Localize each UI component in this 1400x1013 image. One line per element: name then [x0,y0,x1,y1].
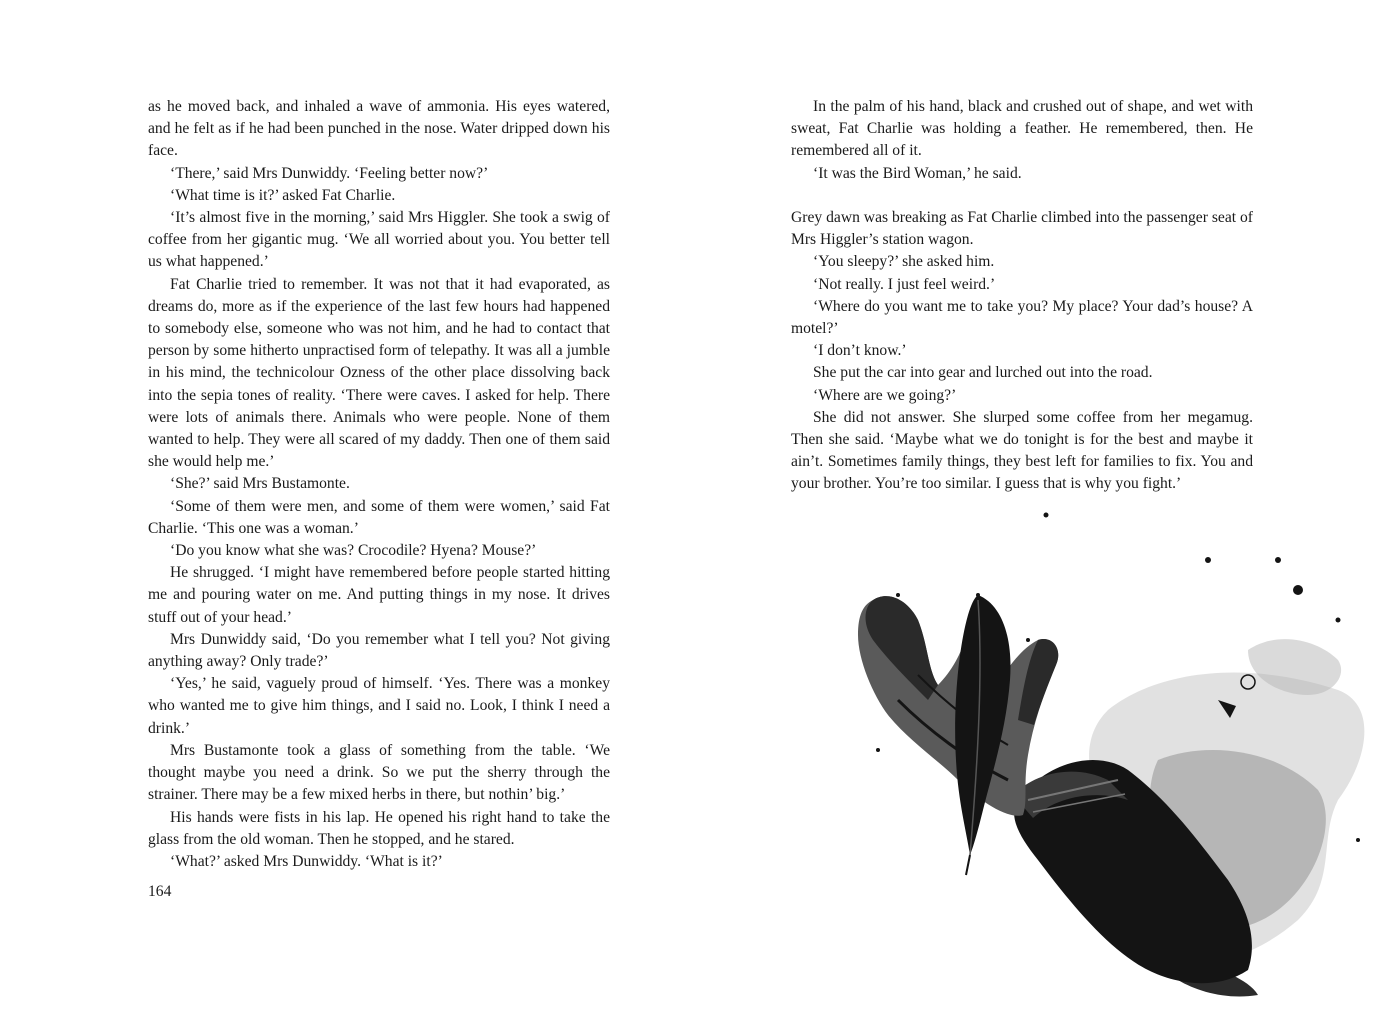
paragraph: ‘What time is it?’ asked Fat Charlie. [170,186,396,204]
page-number: 164 [148,883,172,900]
paragraph: ‘You sleepy?’ she asked him. [813,253,995,271]
scene-break [791,185,1253,207]
paragraph: ‘It’s almost five in the morning,’ said Mrs Higgler. She took a swig of coffee from her gigantic mug. ‘We all worried about you. You better tell us what happened.’ [148,209,610,271]
paragraph: ‘I don’t know.’ [813,342,907,360]
right-page [700,0,1400,1013]
paragraph: In the palm of his hand, black and crushed out of shape, and wet with sweat, Fat Charlie was holding a feather. He remembered, then. He remembered all of it. [791,98,1253,160]
left-page-text [148,96,610,873]
paragraph: ‘Where are we going?’ [813,386,957,404]
paragraph: His hands were fists in his lap. He opened his right hand to take the glass from the old woman. Then he stopped, and he stared. [148,808,610,848]
paragraph: She put the car into gear and lurched out into the road. [813,364,1153,382]
paragraph: ‘She?’ said Mrs Bustamonte. [170,475,350,493]
paragraph: She did not answer. She slurped some coffee from her megamug. Then she said. ‘Maybe what we do tonight is for the best and maybe it ain’t. Sometimes family things, they best left for families to fix. You and your brother. You’re too similar. I guess that is why you fight.’ [791,408,1253,493]
paragraph: ‘Yes,’ he said, vaguely proud of himself. ‘Yes. There was a monkey who wanted me to give him things, and I said no. Look, I think I need a drink.’ [148,675,610,737]
paragraph: ‘Do you know what she was? Crocodile? Hyena? Mouse?’ [170,542,537,560]
paragraph: ‘What?’ asked Mrs Dunwiddy. ‘What is it?’ [170,852,443,870]
paragraph: as he moved back, and inhaled a wave of ammonia. His eyes watered, and he felt as if he had been punched in the nose. Water dripped down his face. [148,98,610,160]
paragraph: ‘Some of them were men, and some of them were women,’ said Fat Charlie. ‘This one was a woman.’ [148,497,610,537]
paragraph: ‘There,’ said Mrs Dunwiddy. ‘Feeling better now?’ [170,164,489,182]
illustration-svg [778,500,1378,1005]
paragraph: ‘It was the Bird Woman,’ he said. [813,164,1022,182]
paragraph: ‘Not really. I just feel weird.’ [813,275,996,293]
hand-holding-feather-illustration [778,500,1378,1005]
paragraph: Grey dawn was breaking as Fat Charlie climbed into the passenger seat of Mrs Higgler’s station wagon. [791,209,1253,249]
paragraph: ‘Where do you want me to take you? My place? Your dad’s house? A motel?’ [791,297,1253,338]
paragraph: He shrugged. ‘I might have remembered before people started hitting me and pouring water on me. And putting things in my nose. It drives stuff out of your head.’ [148,564,610,626]
right-page-text [791,96,1253,496]
paragraph: Mrs Dunwiddy said, ‘Do you remember what I tell you? Not giving anything away? Only trade?’ [148,630,610,671]
paragraph: Fat Charlie tried to remember. It was not that it had evaporated, as dreams do, more as if the experience of the last few hours had happened to somebody else, someone who was not him, and he had to contact that person by some hitherto unpractised form of telepathy. It was all a jumble in his mind, the technicolour Ozness of the other place dissolving back into the sepia tones of reality. ‘There were caves. I asked for help. There were lots of animals there. Animals who were people. None of them wanted to help. They were all scared of my daddy. Then one of them said she would help me.’ [148,275,610,471]
paragraph: Mrs Bustamonte took a glass of something from the table. ‘We thought maybe you need a drink. So we put the sherry through the strainer. There may be a few mixed herbs in there, but nothin’ big.’ [148,741,610,804]
